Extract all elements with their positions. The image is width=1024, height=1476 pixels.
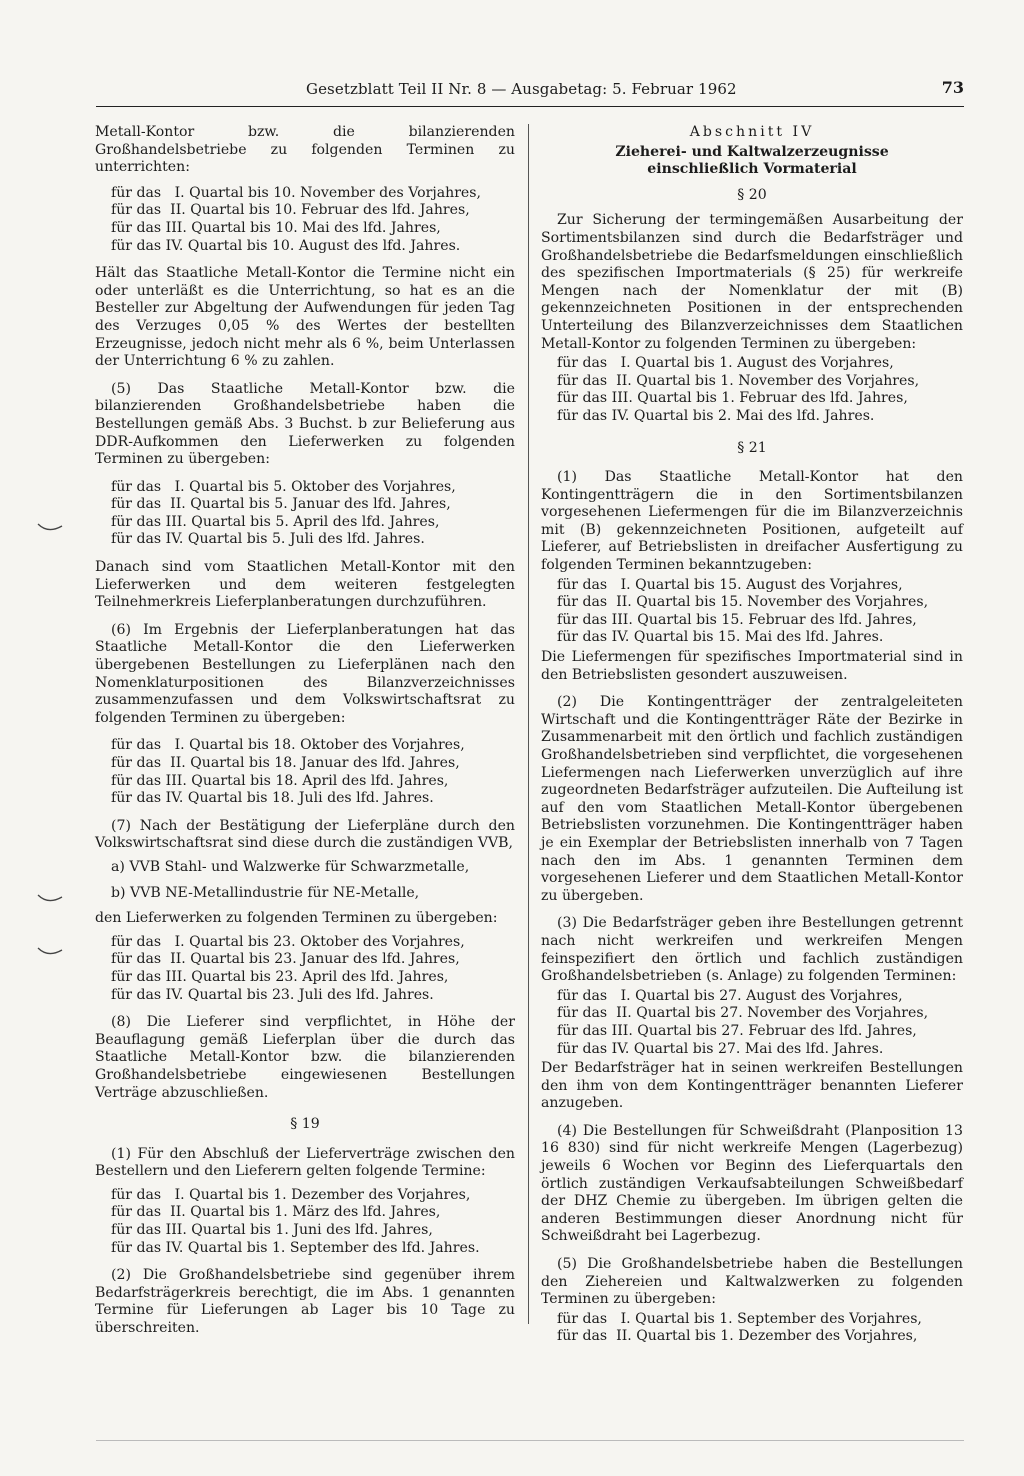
paragraph: (1) Für den Abschluß der Lieferverträge zwischen den Bestellern und den Lieferern gelten folgende Termine: (95, 1145, 515, 1180)
margin-mark (36, 946, 66, 958)
date-line: für das IV. Quartal bis 18. Juli des lfd. Jahres. (111, 790, 434, 807)
paragraph: (5) Das Staatliche Metall-Kontor bzw. die bilanzierenden Großhandelsbetriebe haben die Bestellungen gemäß Abs. 3 Buchst. b zur Belieferung aus DDR-Aufkommen den Lieferwerken zu folgenden Terminen zu übergeben: (95, 380, 515, 468)
date-line: für das IV. Quartal bis 1. September des lfd. Jahres. (111, 1239, 480, 1256)
date-line: für das II. Quartal bis 15. November des Vorjahres, (557, 594, 929, 611)
paragraph: Die Liefermengen für spezifisches Importmaterial sind in den Betriebslisten gesondert auszuweisen. (541, 649, 963, 683)
intro-paragraph: Metall-Kontor bzw. die bilanzierenden Großhandelsbetriebe zu folgenden Terminen zu unterrichten: (95, 124, 515, 176)
page-header (96, 80, 964, 107)
page-number: 73 (941, 78, 964, 97)
left-column (95, 124, 515, 1348)
margin-mark (36, 893, 66, 905)
date-list (95, 737, 515, 807)
list-item: b) VVB NE-Metallindustrie für NE-Metalle, (111, 884, 420, 901)
date-line: für das II. Quartal bis 27. November des Vorjahres, (557, 1005, 929, 1022)
paragraph: Der Bedarfsträger hat in seinen werkreifen Bestellungen den ihm von dem Kontingentträger benannten Lieferer anzugeben. (541, 1060, 963, 1112)
header-title: Gesetzblatt Teil II Nr. 8 — Ausgabetag: 5. Februar 1962 (306, 80, 737, 98)
date-line: für das IV. Quartal bis 2. Mai des lfd. Jahres. (557, 407, 875, 424)
date-list (95, 1187, 515, 1257)
paragraph: (7) Nach der Bestätigung der Lieferpläne durch den Volkswirtschaftsrat sind diese durch die zuständigen VVB, (95, 817, 515, 852)
margin-mark (36, 522, 66, 534)
section-label: Abschnitt IV (689, 124, 815, 140)
date-list (95, 479, 515, 549)
paragraph: (6) Im Ergebnis der Lieferplanberatungen hat das Staatliche Metall-Kontor die den Lieferwerken übergebenen Bestellungen zu Lieferplänen nach den Nomenklaturpositionen des Bilanzverzeichnisses zusammenzufassen und dem Volkswirtschaftsrat zu folgenden Terminen zu übergeben: (95, 621, 515, 726)
date-line: für das II. Quartal bis 18. Januar des lfd. Jahres, (111, 755, 460, 771)
bottom-rule (96, 1440, 964, 1441)
date-line: für das I. Quartal bis 1. Dezember des Vorjahres, (111, 1186, 471, 1203)
date-list (541, 1311, 963, 1346)
date-line: für das III. Quartal bis 23. April des lfd. Jahres, (111, 968, 449, 985)
date-line: für das II. Quartal bis 1. März des lfd. Jahres, (111, 1204, 441, 1221)
date-line: für das III. Quartal bis 15. Februar des lfd. Jahres, (557, 611, 917, 628)
date-line: für das I. Quartal bis 5. Oktober des Vorjahres, (111, 478, 456, 495)
paragraph: (5) Die Großhandelsbetriebe haben die Bestellungen den Ziehereien und Kaltwalzwerken zu folgenden Terminen zu übergeben: (541, 1256, 963, 1308)
date-line: für das III. Quartal bis 18. April des lfd. Jahres, (111, 772, 449, 789)
section-heading: § 19 (290, 1116, 320, 1133)
date-line: für das I. Quartal bis 1. September des Vorjahres, (557, 1310, 922, 1327)
date-line: für das II. Quartal bis 1. November des Vorjahres, (557, 372, 920, 389)
paragraph: Danach sind vom Staatlichen Metall-Kontor mit den Lieferwerken und dem weiteren festgelegten Teilnehmerkreis Lieferplanberatungen durchzuführen. (95, 559, 515, 611)
date-line: für das I. Quartal bis 1. August des Vorjahres, (557, 355, 894, 372)
date-line: für das I. Quartal bis 18. Oktober des Vorjahres, (111, 737, 465, 754)
right-column (541, 124, 963, 1356)
section-heading: § 20 (737, 186, 767, 203)
date-line: für das III. Quartal bis 27. Februar des lfd. Jahres, (557, 1022, 917, 1039)
date-line: für das II. Quartal bis 23. Januar des lfd. Jahres, (111, 951, 460, 968)
date-list (541, 577, 963, 647)
paragraph: Hält das Staatliche Metall-Kontor die Termine nicht ein oder unterläßt es die Unterrichtung, so hat es an die Besteller zur Abgeltung der Aufwendungen für jeden Tag des Verzuges 0,05 % des Wertes der bestellten Erzeugnisse, jedoch nicht mehr als 6 %, beim Unterlassen der Unterrichtung 6 % zu zahlen. (95, 265, 515, 370)
date-line: für das III. Quartal bis 1. Februar des lfd. Jahres, (557, 390, 908, 407)
date-line: für das II. Quartal bis 1. Dezember des Vorjahres, (557, 1328, 918, 1345)
date-line: für das III. Quartal bis 1. Juni des lfd. Jahres, (111, 1222, 433, 1239)
list-item: a) VVB Stahl- und Walzwerke für Schwarzmetalle, (111, 858, 470, 875)
date-list (541, 988, 963, 1058)
date-list (95, 934, 515, 1004)
section-title: Zieherei- und Kaltwalzerzeugnisse einschließlich Vormaterial (615, 143, 889, 178)
date-line: für das I. Quartal bis 23. Oktober des Vorjahres, (111, 933, 465, 950)
date-line: für das IV. Quartal bis 5. Juli des lfd. Jahres. (111, 531, 425, 548)
date-line: für das III. Quartal bis 10. Mai des lfd. Jahres, (111, 219, 441, 236)
date-line: für das II. Quartal bis 5. Januar des lfd. Jahres, (111, 496, 451, 513)
column-divider (528, 124, 529, 1324)
paragraph: den Lieferwerken zu folgenden Terminen zu übergeben: (95, 910, 498, 927)
date-line: für das IV. Quartal bis 15. Mai des lfd. Jahres. (557, 629, 884, 646)
date-line: für das II. Quartal bis 10. Februar des lfd. Jahres, (111, 202, 470, 219)
paragraph: (8) Die Lieferer sind verpflichtet, in Höhe der Beauflagung gemäß Lieferplan über die durch das Staatliche Metall-Kontor bzw. die bilanzierenden Großhandelsbetriebe eingewiesenen Bestellungen Verträge abzuschließen. (95, 1014, 515, 1101)
date-line: für das I. Quartal bis 10. November des Vorjahres, (111, 184, 481, 201)
paragraph: (2) Die Kontingentträger der zentralgeleiteten Wirtschaft und die Kontingentträger Räte der Bezirke in Zusammenarbeit mit den örtlich und fachlich zuständigen Großhandelsbetrieben sind verpflichtet, die vorgesehenen Liefermengen nach Lieferwerken unverzüglich auf ihre zugeordneten Bedarfsträger aufzuteilen. Die Aufteilung ist auf den vom Staatlichen Metall-Kontor übergebenen Betriebslisten vorzunehmen. Die Kontingentträger haben je ein Exemplar der Betriebslisten innerhalb von 7 Tagen nach den im Abs. 1 genannten Terminen dem vorgesehenen Lieferer und dem Staatlichen Metall-Kontor zu übergeben. (541, 694, 963, 904)
paragraph: (2) Die Großhandelsbetriebe sind gegenüber ihrem Bedarfsträgerkreis berechtigt, die im Abs. 1 genannten Termine für Lieferungen ab Lager bis 10 Tage zu überschreiten. (95, 1267, 515, 1337)
section-heading: § 21 (737, 439, 767, 456)
date-line: für das IV. Quartal bis 10. August des lfd. Jahres. (111, 237, 461, 254)
date-line: für das IV. Quartal bis 27. Mai des lfd. Jahres. (557, 1040, 884, 1057)
paragraph: (3) Die Bedarfsträger geben ihre Bestellungen getrennt nach nicht werkreifen und werkreifen Mengen feinspezifiert den örtlich und fachlich zuständigen Großhandelsbetrieben (s. Anlage) zu folgenden Terminen: (541, 915, 963, 985)
date-line: für das I. Quartal bis 27. August des Vorjahres, (557, 987, 903, 1004)
date-list (95, 185, 515, 255)
paragraph: (1) Das Staatliche Metall-Kontor hat den Kontingentträgern die in den Sortimentsbilanzen vorgesehenen Liefermengen für die im Bilanzverzeichnis mit (B) gekennzeichneten Positionen, aufgeteilt auf Lieferer, auf Betriebslisten in dreifacher Ausfertigung zu folgenden Terminen bekanntzugeben: (541, 469, 963, 574)
paragraph: Zur Sicherung der termingemäßen Ausarbeitung der Sortimentsbilanzen sind durch die Bedarfsträger und Großhandelsbetriebe die Bedarfsmeldungen einschließlich des spezifischen Importmaterials (§ 25) für werkreife Mengen nach der Nomenklatur der mit (B) gekennzeichneten Positionen in der entsprechenden Unterteilung des Bilanzverzeichnisses dem Staatlichen Metall-Kontor zu folgenden Terminen zu übergeben: (541, 212, 963, 352)
date-line: für das III. Quartal bis 5. April des lfd. Jahres, (111, 513, 440, 530)
date-list (541, 355, 963, 425)
paragraph: (4) Die Bestellungen für Schweißdraht (Planposition 13 16 830) sind für nicht werkreife Mengen (Lagerbezug) jeweils 6 Wochen vor Beginn des Lieferquartals den örtlich zuständigen Verkaufsabteilungen Schweißbedarf der DHZ Chemie zu übergeben. Im übrigen gelten die anderen Bestimmungen dieser Anordnung nicht für Schweißdraht bei Lagerbezug. (541, 1122, 963, 1245)
date-line: für das I. Quartal bis 15. August des Vorjahres, (557, 576, 903, 593)
date-line: für das IV. Quartal bis 23. Juli des lfd. Jahres. (111, 986, 434, 1003)
